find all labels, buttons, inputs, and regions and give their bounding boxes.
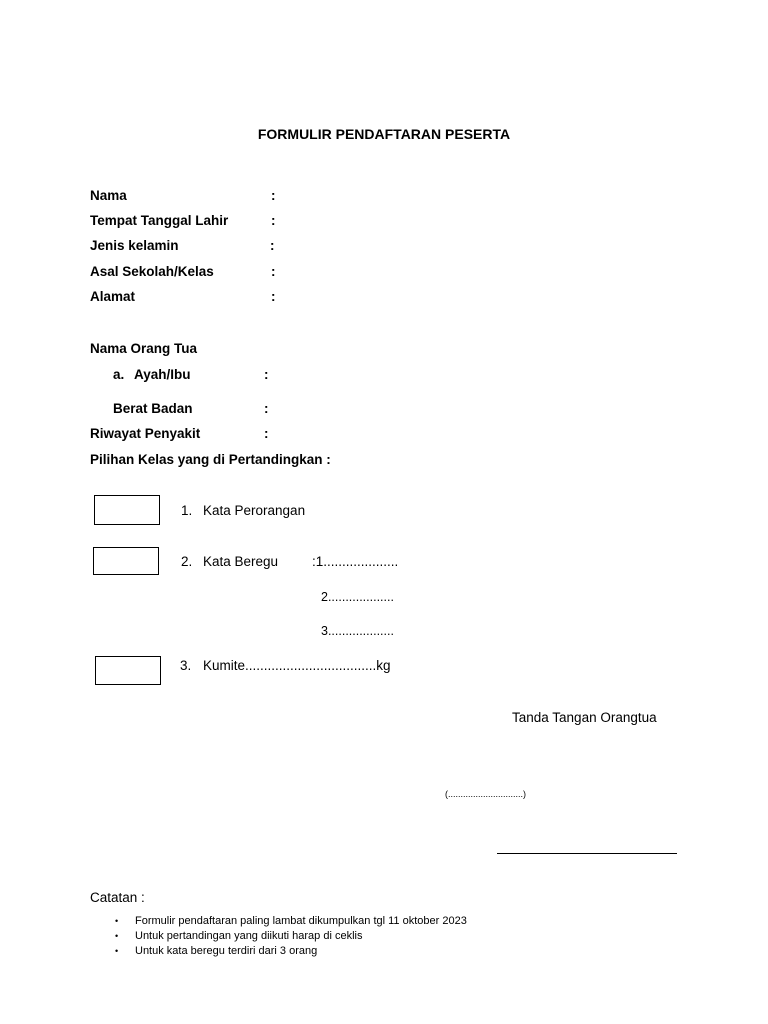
option-label-kata-perorangan: Kata Perorangan [203, 503, 306, 518]
bullet-icon: • [115, 916, 119, 926]
notes-item [113, 944, 467, 959]
signature-line [497, 853, 677, 854]
parent-item-marker: a. [113, 367, 125, 382]
signature-caption: Tanda Tangan Orangtua [512, 710, 657, 725]
beregu-entry-1: :1.................... [312, 554, 399, 569]
bullet-icon: • [115, 946, 119, 956]
field-colon-ayah-ibu: : [264, 367, 269, 382]
field-label-riwayat-penyakit: Riwayat Penyakit [90, 426, 201, 441]
checkbox-kata-perorangan[interactable] [94, 495, 160, 525]
signature-name-placeholder: (..............................) [445, 789, 527, 799]
checkbox-kata-beregu[interactable] [93, 547, 159, 575]
notes-item-text: Untuk kata beregu terdiri dari 3 orang [135, 945, 318, 957]
field-label-asal-sekolah: Asal Sekolah/Kelas [90, 264, 214, 279]
field-label-jenis-kelamin: Jenis kelamin [90, 238, 179, 253]
option-label-kumite: Kumite...................................kg [203, 658, 391, 673]
field-colon-berat-badan: : [264, 401, 269, 416]
form-title: FORMULIR PENDAFTARAN PESERTA [257, 126, 511, 142]
option-number-2: 2. [181, 554, 193, 569]
field-label-berat-badan: Berat Badan [113, 401, 193, 416]
field-label-alamat: Alamat [90, 289, 136, 304]
notes-item-text: Untuk pertandingan yang diikuti harap di ceklis [135, 930, 363, 942]
field-colon-alamat: : [271, 289, 276, 304]
option-number-3: 3. [180, 658, 192, 673]
notes-item [113, 914, 467, 929]
option-label-kata-beregu: Kata Beregu [203, 554, 279, 569]
field-colon-jenis-kelamin: : [270, 238, 275, 253]
field-label-nama: Nama [90, 188, 127, 203]
notes-list [113, 914, 467, 959]
notes-heading: Catatan : [90, 890, 145, 905]
parent-heading: Nama Orang Tua [90, 341, 198, 356]
bullet-icon: • [115, 931, 119, 941]
beregu-entry-3: 3................... [321, 624, 394, 638]
field-label-tempat-tanggal-lahir: Tempat Tanggal Lahir [90, 213, 229, 228]
field-colon-asal-sekolah: : [271, 264, 276, 279]
field-colon-nama: : [271, 188, 276, 203]
notes-item-text: Formulir pendaftaran paling lambat dikumpulkan tgl 11 oktober 2023 [135, 915, 467, 927]
notes-item [113, 929, 467, 944]
option-number-1: 1. [181, 503, 193, 518]
field-colon-riwayat-penyakit: : [264, 426, 269, 441]
class-choice-heading: Pilihan Kelas yang di Pertandingkan : [90, 452, 331, 467]
beregu-entry-2: 2................... [321, 590, 394, 604]
field-colon-tempat-tanggal-lahir: : [271, 213, 276, 228]
checkbox-kumite[interactable] [95, 656, 161, 685]
field-label-ayah-ibu: Ayah/Ibu [134, 367, 191, 382]
